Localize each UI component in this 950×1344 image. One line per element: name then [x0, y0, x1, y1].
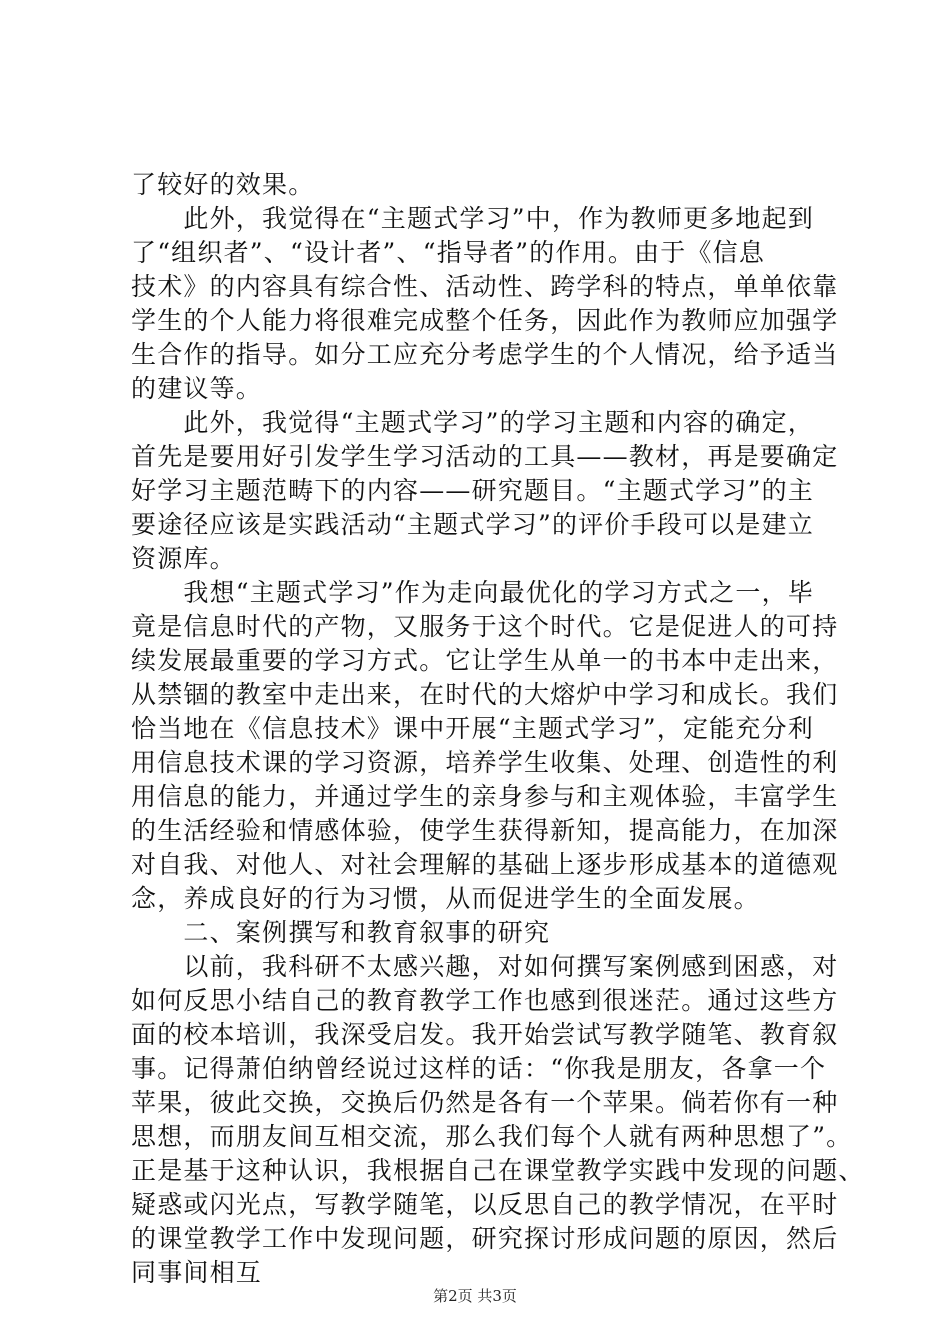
text-line-1: 了较好的效果。 [131, 170, 315, 199]
text-line-9: 首先是要用好引发学生学习活动的工具——教材，再是要确定 [131, 442, 839, 471]
text-line-21: 对自我、对他人、对社会理解的基础上逐步形成基本的道德观 [131, 850, 839, 879]
text-line-20: 的生活经验和情感体验，使学生获得新知，提高能力，在加深 [131, 816, 839, 845]
text-line-18: 用信息技术课的学习资源，培养学生收集、处理、创造性的利 [131, 748, 839, 777]
section-heading: 二、案例撰写和教育叙事的研究 [131, 918, 551, 947]
text-line-33: 同事间相互 [131, 1258, 263, 1287]
text-line-16: 从禁锢的教室中走出来，在时代的大熔炉中学习和成长。我们 [131, 680, 839, 709]
text-line-8: 此外，我觉得“主题式学习”的学习主题和内容的确定， [131, 408, 814, 437]
page-number-footer: 第2页 共3页 [433, 1287, 517, 1305]
text-line-10: 好学习主题范畴下的内容——研究题目。“主题式学习”的主 [131, 476, 814, 505]
text-line-12: 资源库。 [131, 544, 236, 573]
text-line-11: 要途径应该是实践活动“主题式学习”的评价手段可以是建立 [131, 510, 814, 539]
text-line-25: 如何反思小结自己的教育教学工作也感到很迷茫。通过这些方 [131, 986, 839, 1015]
text-line-13: 我想“主题式学习”作为走向最优化的学习方式之一，毕 [131, 578, 814, 607]
text-line-24: 以前，我科研不太感兴趣，对如何撰写案例感到困惑，对 [131, 952, 839, 981]
text-line-7: 的建议等。 [131, 374, 263, 403]
text-line-2: 此外，我觉得在“主题式学习”中，作为教师更多地起到 [131, 204, 814, 233]
text-line-29: 思想，而朋友间互相交流，那么我们每个人就有两种思想了”。 [131, 1122, 853, 1151]
text-line-3: 了“组织者”、“设计者”、“指导者”的作用。由于《信息 [131, 238, 766, 267]
text-line-15: 续发展最重要的学习方式。它让学生从单一的书本中走出来， [131, 646, 839, 675]
text-line-32: 的课堂教学工作中发现问题，研究探讨形成问题的原因，然后 [131, 1224, 839, 1253]
text-line-19: 用信息的能力，并通过学生的亲身参与和主观体验，丰富学生 [131, 782, 839, 811]
text-line-6: 生合作的指导。如分工应充分考虑学生的个人情况，给予适当 [131, 340, 839, 369]
text-line-30: 正是基于这种认识，我根据自己在课堂教学实践中发现的问题、 [131, 1156, 865, 1185]
text-line-31: 疑惑或闪光点，写教学随笔，以反思自己的教学情况，在平时 [131, 1190, 839, 1219]
text-line-5: 学生的个人能力将很难完成整个任务，因此作为教师应加强学 [131, 306, 839, 335]
text-line-22: 念，养成良好的行为习惯，从而促进学生的全面发展。 [131, 884, 760, 913]
text-line-4: 技术》的内容具有综合性、活动性、跨学科的特点，单单依靠 [131, 272, 839, 301]
text-line-17: 恰当地在《信息技术》课中开展“主题式学习”，定能充分利 [131, 714, 814, 743]
text-line-14: 竟是信息时代的产物，又服务于这个时代。它是促进人的可持 [131, 612, 839, 641]
text-line-27: 事。记得萧伯纳曾经说过这样的话：“你我是朋友，各拿一个 [131, 1054, 827, 1083]
text-line-28: 苹果，彼此交换，交换后仍然是各有一个苹果。倘若你有一种 [131, 1088, 839, 1117]
body-text [131, 168, 865, 1290]
text-line-26: 面的校本培训，我深受启发。我开始尝试写教学随笔、教育叙 [131, 1020, 839, 1049]
